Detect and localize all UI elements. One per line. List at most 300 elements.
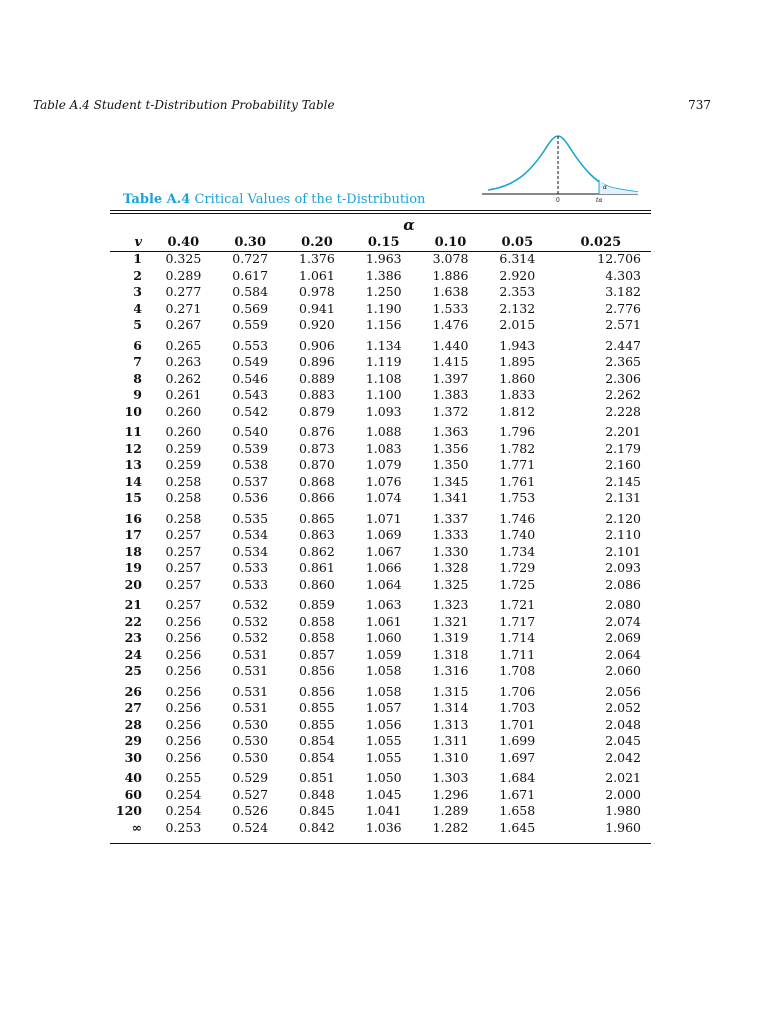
value-cell: 0.531	[232, 700, 269, 716]
value-cell: 1.782	[499, 440, 536, 456]
value-cell: 2.262	[605, 387, 641, 403]
value-cell: 1.311	[432, 733, 469, 749]
v-header: v	[134, 234, 142, 250]
caption-text: Critical Values of the t-Distribution	[194, 192, 426, 207]
value-cell: 0.854	[299, 733, 335, 749]
value-cell: 1.059	[365, 646, 402, 662]
value-cell: 0.256	[165, 700, 202, 716]
v-cell: 20	[124, 576, 142, 592]
value-cell: 0.260	[165, 424, 202, 440]
value-cell: 3.182	[605, 284, 641, 300]
value-cell: 2.048	[605, 716, 641, 732]
value-cell: 2.056	[605, 683, 641, 699]
column-header: 0.15	[367, 234, 400, 250]
value-cell: 0.539	[232, 440, 269, 456]
value-cell: 0.530	[232, 716, 269, 732]
value-cell: 0.524	[232, 819, 269, 835]
value-cell: 1.697	[499, 749, 536, 765]
value-cell: 1.061	[299, 267, 335, 283]
t-distribution-table	[110, 233, 651, 836]
value-cell: 1.076	[365, 473, 402, 489]
value-cell: 1.356	[432, 440, 469, 456]
value-cell: 2.145	[605, 473, 641, 489]
column-header: 0.30	[234, 234, 266, 250]
value-cell: 12.706	[597, 251, 641, 267]
value-cell: 2.179	[605, 440, 641, 456]
value-cell: 1.761	[499, 473, 536, 489]
t-alpha-label: tα	[596, 197, 603, 204]
value-cell: 1.812	[499, 403, 536, 419]
density-curve	[488, 136, 638, 192]
table-row	[110, 750, 651, 767]
value-cell: 4.303	[605, 267, 641, 283]
zero-label: 0	[556, 197, 560, 204]
value-cell: 0.259	[165, 440, 202, 456]
value-cell: 0.256	[165, 663, 202, 679]
value-cell: 6.314	[499, 251, 536, 267]
value-cell: 0.859	[299, 597, 335, 613]
table-row	[110, 284, 651, 301]
value-cell: 2.132	[499, 300, 536, 316]
value-cell: 0.256	[165, 683, 202, 699]
v-cell: 26	[124, 683, 142, 699]
value-cell: 1.796	[499, 424, 536, 440]
value-cell: 1.943	[499, 337, 536, 353]
table-row	[110, 803, 651, 820]
value-cell: 0.854	[299, 749, 335, 765]
value-cell: 1.056	[365, 716, 402, 732]
value-cell: 0.257	[165, 527, 202, 543]
value-cell: 1.088	[365, 424, 402, 440]
value-cell: 2.160	[605, 457, 641, 473]
value-cell: 0.253	[165, 819, 202, 835]
value-cell: 0.256	[165, 733, 202, 749]
value-cell: 1.064	[365, 576, 402, 592]
value-cell: 1.060	[365, 630, 402, 646]
table-row	[110, 717, 651, 734]
value-cell: 0.532	[232, 613, 269, 629]
running-head-title: Table A.4 Student t-Distribution Probability Table	[33, 98, 335, 112]
value-cell: 1.045	[365, 786, 402, 802]
value-cell: 1.963	[365, 251, 402, 267]
column-header: 0.10	[434, 234, 467, 250]
v-cell: 25	[124, 663, 142, 679]
value-cell: 0.530	[232, 733, 269, 749]
value-cell: 1.711	[499, 646, 536, 662]
value-cell: 1.093	[365, 403, 402, 419]
table-row	[110, 251, 651, 268]
value-cell: 1.310	[432, 749, 469, 765]
value-cell: 1.303	[432, 770, 469, 786]
value-cell: 2.120	[605, 510, 641, 526]
table-row	[110, 560, 651, 577]
value-cell: 1.440	[432, 337, 469, 353]
table-row	[110, 593, 651, 614]
value-cell: 1.337	[432, 510, 469, 526]
value-cell: 0.262	[165, 370, 202, 386]
value-cell: 1.725	[499, 576, 536, 592]
value-cell: 2.110	[605, 527, 641, 543]
column-header: 0.40	[167, 234, 200, 250]
v-cell: 23	[124, 630, 142, 646]
running-head	[33, 98, 711, 116]
value-cell: 1.071	[365, 510, 402, 526]
value-cell: 1.074	[365, 490, 402, 506]
value-cell: 0.535	[232, 510, 269, 526]
value-cell: 1.960	[605, 819, 641, 835]
value-cell: 0.856	[299, 683, 335, 699]
value-cell: 1.250	[365, 284, 402, 300]
table-row	[110, 474, 651, 491]
value-cell: 1.067	[365, 543, 402, 559]
v-cell: 12	[124, 440, 142, 456]
value-cell: 1.134	[365, 337, 402, 353]
value-cell: 0.260	[165, 403, 202, 419]
value-cell: 0.254	[165, 803, 202, 819]
value-cell: 1.658	[499, 803, 536, 819]
v-cell: 19	[124, 560, 142, 576]
value-cell: 0.256	[165, 716, 202, 732]
value-cell: 1.330	[432, 543, 469, 559]
value-cell: 0.858	[299, 630, 335, 646]
value-cell: 1.753	[499, 490, 536, 506]
value-cell: 2.042	[605, 749, 641, 765]
value-cell: 1.397	[432, 370, 469, 386]
v-cell: 18	[124, 543, 142, 559]
v-cell: 5	[133, 317, 142, 333]
table-row	[110, 404, 651, 421]
value-cell: 0.883	[299, 387, 335, 403]
caption-label: Table A.4	[123, 192, 191, 207]
alpha-header: α	[403, 216, 415, 234]
value-cell: 0.256	[165, 630, 202, 646]
value-cell: 1.684	[499, 770, 536, 786]
value-cell: 2.131	[605, 490, 641, 506]
table-row	[110, 334, 651, 355]
value-cell: 1.055	[365, 733, 402, 749]
table-body	[110, 251, 651, 836]
bottom-rule	[110, 843, 651, 844]
value-cell: 2.021	[605, 770, 641, 786]
v-cell: 3	[133, 284, 142, 300]
v-cell: 120	[115, 803, 142, 819]
value-cell: 0.267	[165, 317, 202, 333]
v-cell: 22	[124, 613, 142, 629]
table-row	[110, 490, 651, 507]
v-cell: 30	[124, 749, 142, 765]
column-header: 0.20	[301, 234, 333, 250]
value-cell: 1.895	[499, 354, 536, 370]
value-cell: 0.265	[165, 337, 202, 353]
value-cell: 2.228	[605, 403, 641, 419]
v-cell: 27	[124, 700, 142, 716]
v-cell: ∞	[131, 819, 142, 835]
value-cell: 1.746	[499, 510, 536, 526]
value-cell: 2.201	[605, 424, 641, 440]
value-cell: 0.258	[165, 510, 202, 526]
top-rule	[110, 210, 651, 211]
value-cell: 0.256	[165, 646, 202, 662]
v-cell: 40	[124, 770, 142, 786]
value-cell: 0.258	[165, 490, 202, 506]
value-cell: 1.415	[432, 354, 469, 370]
table-row	[110, 527, 651, 544]
value-cell: 0.533	[232, 560, 269, 576]
table-row	[110, 317, 651, 334]
value-cell: 0.531	[232, 683, 269, 699]
v-cell: 8	[133, 370, 142, 386]
value-cell: 1.638	[432, 284, 469, 300]
alpha-label: α	[603, 184, 608, 191]
value-cell: 1.771	[499, 457, 536, 473]
value-cell: 1.740	[499, 527, 536, 543]
value-cell: 1.703	[499, 700, 536, 716]
value-cell: 1.058	[365, 683, 402, 699]
value-cell: 0.559	[232, 317, 269, 333]
value-cell: 1.041	[365, 803, 402, 819]
value-cell: 1.860	[499, 370, 536, 386]
value-cell: 0.540	[232, 424, 269, 440]
value-cell: 1.980	[605, 803, 641, 819]
value-cell: 1.313	[432, 716, 469, 732]
value-cell: 0.256	[165, 613, 202, 629]
table-row	[110, 787, 651, 804]
table-row	[110, 700, 651, 717]
value-cell: 0.257	[165, 560, 202, 576]
value-cell: 1.063	[365, 597, 402, 613]
value-cell: 0.257	[165, 576, 202, 592]
v-cell: 16	[124, 510, 142, 526]
table-caption	[123, 192, 425, 207]
value-cell: 0.855	[299, 716, 335, 732]
value-cell: 0.538	[232, 457, 269, 473]
value-cell: 0.532	[232, 630, 269, 646]
value-cell: 1.156	[365, 317, 402, 333]
table-row	[110, 647, 651, 664]
value-cell: 0.277	[165, 284, 202, 300]
value-cell: 0.855	[299, 700, 335, 716]
value-cell: 0.526	[232, 803, 269, 819]
value-cell: 0.851	[299, 770, 335, 786]
value-cell: 1.321	[432, 613, 469, 629]
v-cell: 9	[133, 387, 142, 403]
value-cell: 0.257	[165, 543, 202, 559]
value-cell: 1.190	[365, 300, 402, 316]
value-cell: 1.066	[365, 560, 402, 576]
value-cell: 1.050	[365, 770, 402, 786]
value-cell: 0.863	[299, 527, 335, 543]
value-cell: 1.734	[499, 543, 536, 559]
table-row	[110, 544, 651, 561]
value-cell: 2.064	[605, 646, 641, 662]
v-cell: 24	[124, 646, 142, 662]
value-cell: 1.318	[432, 646, 469, 662]
value-cell: 0.534	[232, 527, 269, 543]
value-cell: 2.060	[605, 663, 641, 679]
v-cell: 7	[133, 354, 142, 370]
table-row	[110, 680, 651, 701]
value-cell: 1.325	[432, 576, 469, 592]
value-cell: 0.527	[232, 786, 269, 802]
value-cell: 0.896	[299, 354, 335, 370]
value-cell: 1.036	[365, 819, 402, 835]
value-cell: 1.079	[365, 457, 402, 473]
value-cell: 1.729	[499, 560, 536, 576]
table-row	[110, 457, 651, 474]
value-cell: 1.372	[432, 403, 469, 419]
value-cell: 0.261	[165, 387, 202, 403]
value-cell: 1.316	[432, 663, 469, 679]
table-row	[110, 371, 651, 388]
value-cell: 2.052	[605, 700, 641, 716]
v-cell: 21	[124, 597, 142, 613]
value-cell: 2.069	[605, 630, 641, 646]
value-cell: 1.363	[432, 424, 469, 440]
value-cell: 0.727	[232, 251, 269, 267]
value-cell: 0.876	[299, 424, 335, 440]
value-cell: 0.259	[165, 457, 202, 473]
table-row	[110, 733, 651, 750]
value-cell: 2.447	[605, 337, 641, 353]
value-cell: 0.258	[165, 473, 202, 489]
v-cell: 17	[124, 527, 142, 543]
value-cell: 0.870	[299, 457, 335, 473]
value-cell: 0.532	[232, 597, 269, 613]
value-cell: 0.868	[299, 473, 335, 489]
value-cell: 0.584	[232, 284, 269, 300]
value-cell: 2.101	[605, 543, 641, 559]
value-cell: 1.717	[499, 613, 536, 629]
v-cell: 2	[133, 267, 142, 283]
value-cell: 3.078	[432, 251, 469, 267]
value-cell: 0.533	[232, 576, 269, 592]
value-cell: 0.254	[165, 786, 202, 802]
table-row	[110, 577, 651, 594]
value-cell: 1.721	[499, 597, 536, 613]
value-cell: 1.296	[432, 786, 469, 802]
value-cell: 1.350	[432, 457, 469, 473]
value-cell: 1.345	[432, 473, 469, 489]
table-row	[110, 301, 651, 318]
value-cell: 2.306	[605, 370, 641, 386]
table-row	[110, 441, 651, 458]
value-cell: 2.776	[605, 300, 641, 316]
value-cell: 1.055	[365, 749, 402, 765]
v-cell: 10	[124, 403, 142, 419]
value-cell: 0.537	[232, 473, 269, 489]
value-cell: 2.920	[499, 267, 536, 283]
table-row	[110, 820, 651, 837]
value-cell: 0.569	[232, 300, 269, 316]
value-cell: 0.845	[299, 803, 335, 819]
value-cell: 2.015	[499, 317, 536, 333]
v-cell: 1	[133, 251, 142, 267]
column-header: 0.025	[580, 234, 622, 250]
value-cell: 0.865	[299, 510, 335, 526]
table-row	[110, 766, 651, 787]
value-cell: 1.328	[432, 560, 469, 576]
value-cell: 1.333	[432, 527, 469, 543]
value-cell: 1.386	[365, 267, 402, 283]
v-cell: 4	[133, 300, 142, 316]
value-cell: 0.553	[232, 337, 269, 353]
value-cell: 0.856	[299, 663, 335, 679]
value-cell: 1.341	[432, 490, 469, 506]
value-cell: 0.271	[165, 300, 202, 316]
value-cell: 0.536	[232, 490, 269, 506]
table-row	[110, 387, 651, 404]
v-cell: 15	[124, 490, 142, 506]
value-cell: 1.314	[432, 700, 469, 716]
value-cell: 0.848	[299, 786, 335, 802]
value-cell: 0.906	[299, 337, 335, 353]
v-cell: 28	[124, 716, 142, 732]
value-cell: 2.365	[605, 354, 641, 370]
value-cell: 0.861	[299, 560, 335, 576]
table-row	[110, 614, 651, 631]
value-cell: 0.529	[232, 770, 269, 786]
value-cell: 2.000	[605, 786, 641, 802]
v-cell: 6	[133, 337, 142, 353]
value-cell: 0.920	[299, 317, 335, 333]
v-cell: 60	[124, 786, 142, 802]
value-cell: 0.879	[299, 403, 335, 419]
value-cell: 1.383	[432, 387, 469, 403]
value-cell: 0.543	[232, 387, 269, 403]
value-cell: 0.256	[165, 749, 202, 765]
value-cell: 0.889	[299, 370, 335, 386]
value-cell: 1.886	[432, 267, 469, 283]
value-cell: 1.323	[432, 597, 469, 613]
value-cell: 0.866	[299, 490, 335, 506]
value-cell: 1.058	[365, 663, 402, 679]
value-cell: 0.549	[232, 354, 269, 370]
column-header: 0.05	[501, 234, 534, 250]
v-cell: 11	[124, 424, 142, 440]
value-cell: 2.086	[605, 576, 641, 592]
value-cell: 1.833	[499, 387, 536, 403]
value-cell: 1.069	[365, 527, 402, 543]
value-cell: 0.862	[299, 543, 335, 559]
v-cell: 29	[124, 733, 142, 749]
value-cell: 1.708	[499, 663, 536, 679]
table-row	[110, 507, 651, 528]
value-cell: 1.701	[499, 716, 536, 732]
value-cell: 1.645	[499, 819, 536, 835]
value-cell: 2.093	[605, 560, 641, 576]
value-cell: 1.714	[499, 630, 536, 646]
v-cell: 14	[124, 473, 142, 489]
value-cell: 1.706	[499, 683, 536, 699]
value-cell: 0.941	[299, 300, 335, 316]
value-cell: 0.530	[232, 749, 269, 765]
header-row	[110, 233, 651, 251]
value-cell: 2.571	[605, 317, 641, 333]
value-cell: 1.315	[432, 683, 469, 699]
value-cell: 2.080	[605, 597, 641, 613]
value-cell: 0.860	[299, 576, 335, 592]
value-cell: 0.842	[299, 819, 335, 835]
value-cell: 1.083	[365, 440, 402, 456]
table-row	[110, 663, 651, 680]
value-cell: 1.057	[365, 700, 402, 716]
value-cell: 2.045	[605, 733, 641, 749]
value-cell: 1.100	[365, 387, 402, 403]
page-number: 737	[688, 98, 711, 112]
value-cell: 2.353	[499, 284, 536, 300]
value-cell: 0.873	[299, 440, 335, 456]
value-cell: 1.476	[432, 317, 469, 333]
